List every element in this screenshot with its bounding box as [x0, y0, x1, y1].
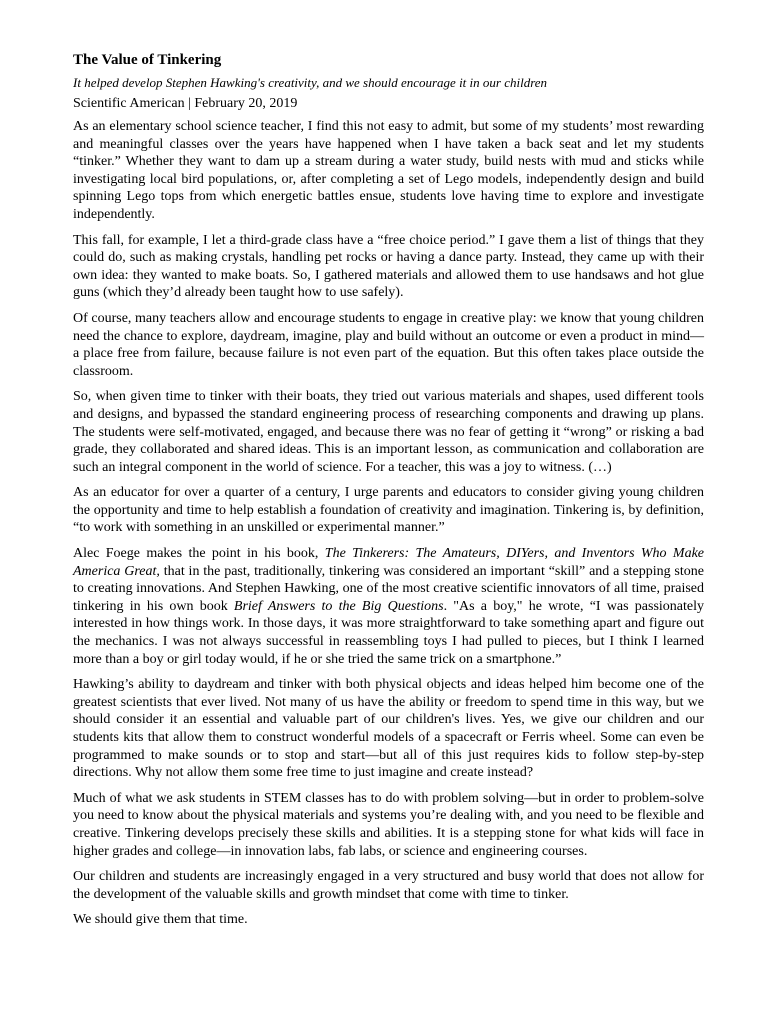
- article-paragraph: [73, 911, 704, 929]
- article-paragraph: [73, 790, 704, 860]
- article-body: [73, 118, 704, 929]
- paragraph-text: We should give them that time.: [73, 912, 248, 928]
- book-title-text: The Tinkerers: The Amateurs, DIYers, and Inventors Who Make America Great,: [73, 546, 704, 579]
- article-paragraph: [73, 310, 704, 380]
- article-source-line: Scientific American | February 20, 2019: [73, 96, 298, 111]
- paragraph-text: So, when given time to tinker with their boats, they tried out various materials and shapes, used different tools and designs, and bypassed the standard engineering process of researching components and drawing up plans. The students were self-motivated, engaged, and because there was no fear of getting it “wrong” or risking a bad grade, they collaborated and shared ideas. This is an important lesson, as communication and collaboration are such an integral component in the world of science. For a teacher, this was a joy to witness. (…): [73, 389, 704, 475]
- article-title: The Value of Tinkering: [73, 52, 222, 68]
- paragraph-text: Hawking’s ability to daydream and tinker with both physical objects and ideas helped him become one of the greatest scientists that ever lived. Not many of us have the ability or freedom to spend time in this way, but we should consider it an essential and valuable part of our children's lives. Yes, we give our children and our students kits that allow them to construct wonderful models of a spacecraft or Ferris wheel. Some can even be programmed to make sounds or to stop and start—but all of this just requires kids to follow step-by-step directions. Why not allow them some free time to just imagine and create instead?: [73, 677, 704, 781]
- article-paragraph: [73, 868, 704, 903]
- paragraph-text: As an educator for over a quarter of a century, I urge parents and educators to consider giving young children the opportunity and time to help establish a foundation of creativity and imagination. Tinkering is, by definition, “to work with something in an unskilled or experimental manner.”: [73, 485, 704, 536]
- paragraph-text: Much of what we ask students in STEM classes has to do with problem solving—but in order to problem-solve you need to know about the physical materials and systems you’re dealing with, and you need to be flexible and creative. Tinkering develops precisely these skills and abilities. It is a stepping stone for what kids will face in higher grades and college—in innovation labs, fab labs, or science and engineering courses.: [73, 790, 704, 859]
- paragraph-text: Our children and students are increasingly engaged in a very structured and busy world that does not allow for the development of the valuable skills and growth mindset that come with time to tinker.: [73, 869, 704, 902]
- paragraph-text: Alec Foege makes the point in his book,: [73, 546, 325, 562]
- article-paragraph: [73, 388, 704, 476]
- paragraph-text: Of course, many teachers allow and encourage students to engage in creative play: we know that young children need the chance to explore, daydream, imagine, play and build without an outcome or even a product in mind—a place free from failure, because failure is not even part of the equation. But this often takes place outside the classroom.: [73, 310, 704, 379]
- paragraph-text: This fall, for example, I let a third-grade class have a “free choice period.” I gave them a list of things that they could do, such as making crystals, handling pet rocks or having a dance party. Instead, they came up with their own idea: they wanted to make boats. So, I gathered materials and allowed them to use handsaws and hot glue guns (which they’d already been taught how to use safely).: [73, 232, 704, 301]
- article-paragraph: [73, 118, 704, 224]
- book-title-text: Brief Answers to the Big Questions: [233, 598, 444, 614]
- paragraph-text: . "As a boy," he wrote, “I was passionately interested in how things work. In those days, it was more straightforward to take something apart and figure out the mechanics. I was not always successful in reassembling toys I had pulled to pieces, but I think I learned more than a boy or girl today would, if he or she tried the same trick on a smartphone.”: [73, 598, 704, 667]
- article-paragraph: [73, 232, 704, 302]
- paragraph-text: As an elementary school science teacher, I find this not easy to admit, but some of my students’ most rewarding and meaningful classes over the years have happened when I have taken a back seat and let my students “tinker.” Whether they want to dam up a stream during a water study, build nests with mud and sticks while investigating local bird populations, or, after completing a set of Lego models, independently design and build spinning Lego tops from which energetic battles ensue, students love having time to explore and investigate independently.: [73, 119, 704, 222]
- article-subtitle: It helped develop Stephen Hawking's creativity, and we should encourage it in our children: [73, 75, 548, 90]
- article-paragraph: [73, 545, 704, 668]
- paragraph-text: that in the past, traditionally, tinkering was considered an important “skill” and a stepping stone to creating innovations. And Stephen Hawking, one of the most creative scientific innovators of all time, praised tinkering in his own book: [73, 563, 704, 614]
- article-paragraph: [73, 676, 704, 782]
- article-paragraph: [73, 484, 704, 537]
